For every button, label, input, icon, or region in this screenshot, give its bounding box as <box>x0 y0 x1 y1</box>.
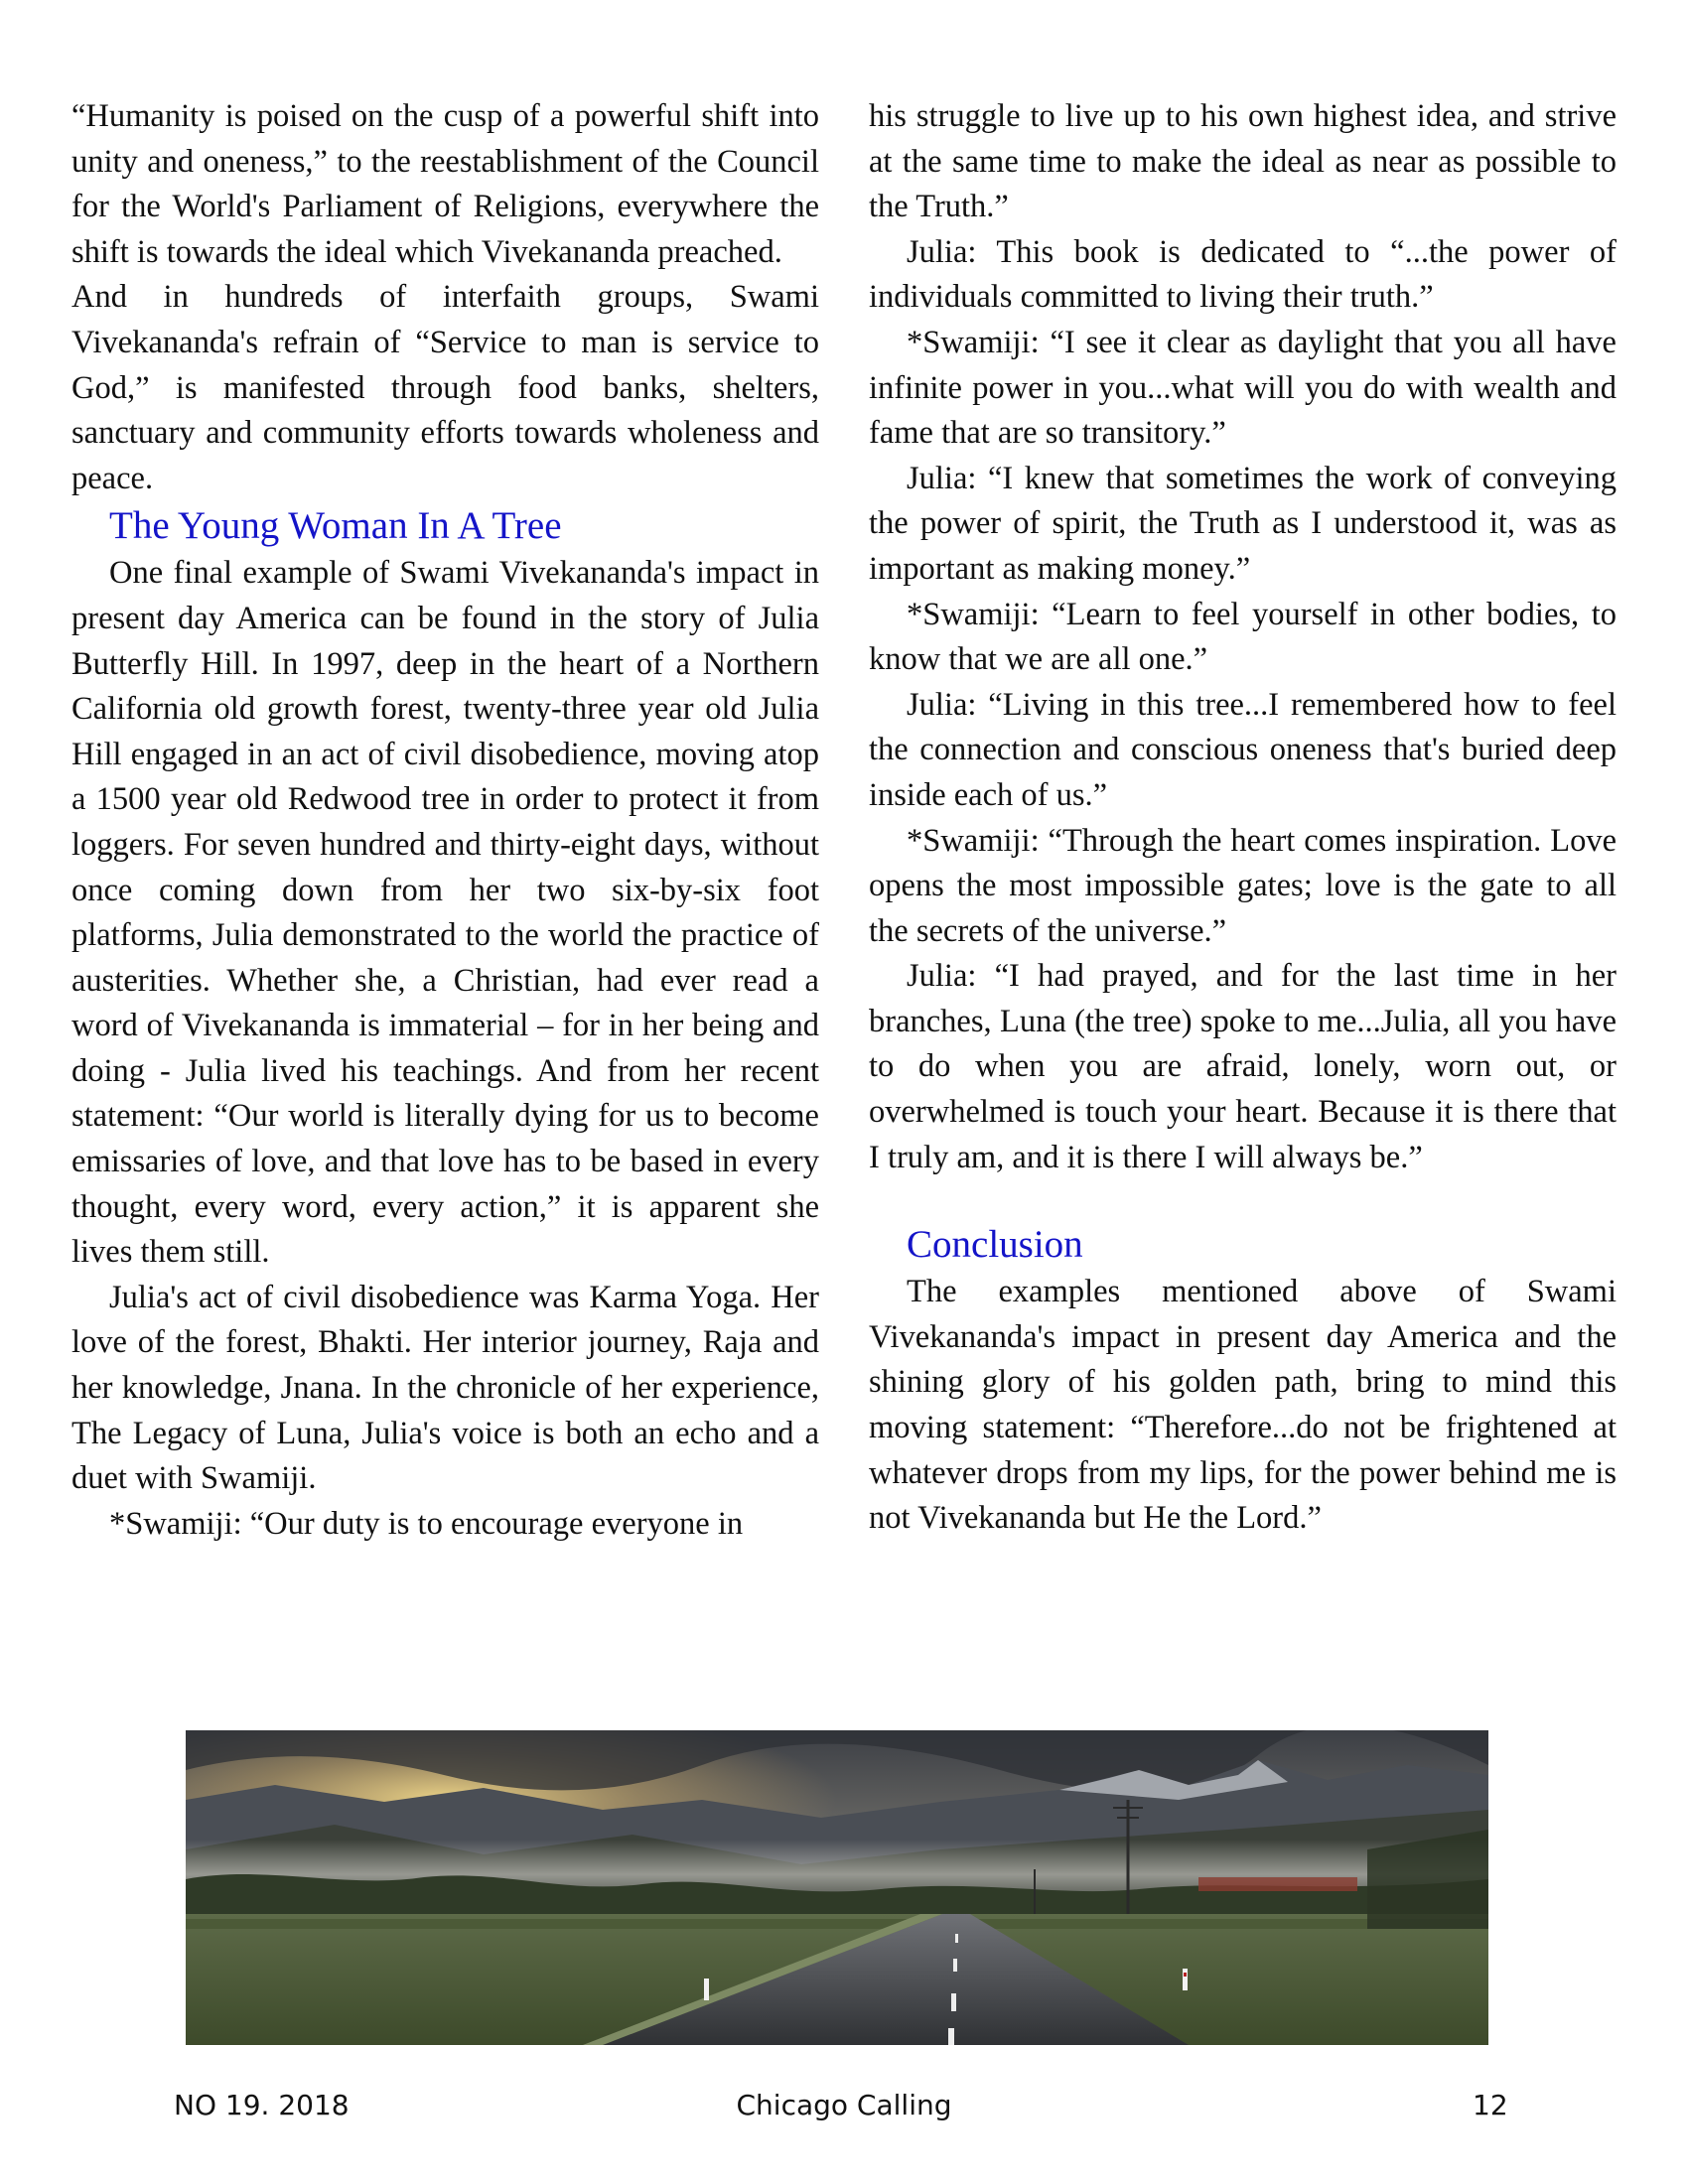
footer-page-number: 12 <box>1473 2089 1508 2121</box>
paragraph: *Swamiji: “Our duty is to encourage everyone in <box>109 1505 744 1542</box>
paragraph: One final example of Swami Vivekananda's impact in present day America can be found in the story of Julia Butterfly Hill. In 1997, deep in the heart of a Northern California old growth forest, twenty-three year old Julia Hill engaged in an act of civil disobedience, moving atop a 1500 year old Redwood tree in order to protect it from loggers. For seven hundred and thirty-eight days, without once coming down from her two six-by-six foot platforms, Julia demonstrated to the world the practice of austerities. Whether she, a Christian, had ever read a word of Vivekananda is immaterial – for in her being and doing - Julia lived his teachings. And from her recent statement: “Our world is literally dying for us to become emissaries of love, and that love has to be based in every thought, every word, every action,” it is apparent she lives them still. <box>71 555 819 1271</box>
right-column <box>869 94 1617 1542</box>
paragraph: The examples mentioned above of Swami Vivekananda's impact in present day America and the shining glory of his golden path, bring to mind this moving statement: “Therefore...do not be frightened at whatever drops from my lips, for the power behind me is not Vivekananda but He the Lord.” <box>869 1274 1617 1537</box>
paragraph: Julia: “Living in this tree...I remembered how to feel the connection and conscious oneness that's buried deep inside each of us.” <box>869 686 1617 813</box>
left-column <box>71 94 819 1547</box>
footer-publication: Chicago Calling <box>736 2089 952 2121</box>
paragraph: And in hundreds of interfaith groups, Swami Vivekananda's refrain of “Service to man is service to God,” is manifested through food banks, shelters, sanctuary and community efforts towards wholeness and peace. <box>71 279 819 496</box>
paragraph: Julia's act of civil disobedience was Karma Yoga. Her love of the forest, Bhakti. Her interior journey, Raja and her knowledge, Jnana. In the chronicle of her experience, The Legacy of Luna, Julia's voice is both an echo and a duet with Swamiji. <box>71 1279 819 1497</box>
paragraph: *Swamiji: “Through the heart comes inspiration. Love opens the most impossible gates; love is the gate to all the secrets of the universe.” <box>869 822 1617 949</box>
road-landscape-photo <box>186 1730 1488 2045</box>
paragraph: *Swamiji: “I see it clear as daylight that you all have infinite power in you...what will you do with wealth and fame that are so transitory.” <box>869 324 1617 452</box>
paragraph: *Swamiji: “Learn to feel yourself in other bodies, to know that we are all one.” <box>869 596 1617 678</box>
paragraph: “Humanity is poised on the cusp of a powerful shift into unity and oneness,” to the reestablishment of the Council for the World's Parliament of Religions, everywhere the shift is towards the ideal which Vivekananda preached. <box>71 98 819 270</box>
paragraph: his struggle to live up to his own highest idea, and strive at the same time to make the ideal as near as possible to the Truth.” <box>869 98 1617 225</box>
section-heading-young-woman: The Young Woman In A Tree <box>109 504 562 548</box>
footer-issue: NO 19. 2018 <box>174 2089 350 2121</box>
section-heading-conclusion: Conclusion <box>907 1223 1083 1267</box>
paragraph: Julia: “I knew that sometimes the work of conveying the power of spirit, the Truth as I understood it, was as important as making money.” <box>869 460 1617 587</box>
paragraph: Julia: This book is dedicated to “...the power of individuals committed to living their truth.” <box>869 233 1617 316</box>
paragraph: Julia: “I had prayed, and for the last time in her branches, Luna (the tree) spoke to me...Julia, all you have to do when you are afraid, lonely, worn out, or overwhelmed is touch your heart. Because it is there that I truly am, and it is there I will always be.” <box>869 958 1617 1175</box>
